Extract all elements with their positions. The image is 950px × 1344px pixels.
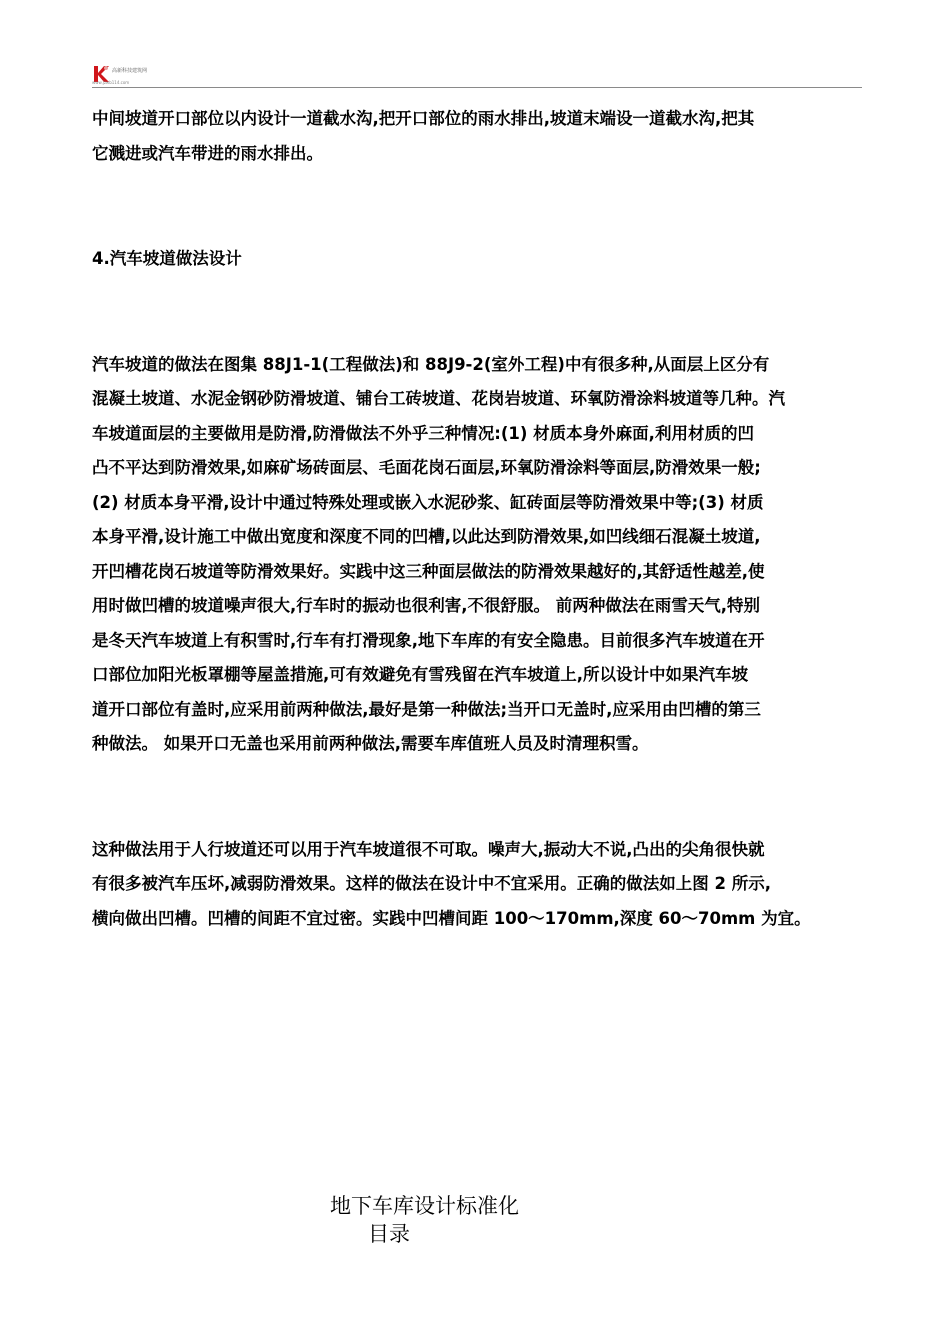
text-line: 口部位加阳光板罩棚等屋盖措施,可有效避免有雪残留在汽车坡道上,所以设计中如果汽车坡: [92, 665, 749, 684]
text-line: 车坡道面层的主要做用是防滑,防滑做法不外乎三种情况:(1) 材质本身外麻面,利用材质的凹: [92, 423, 754, 443]
text-line: 它溅进或汽车带进的雨水排出。: [92, 143, 323, 163]
logo-name: 高新科技建筑网: [112, 68, 148, 74]
header-rule: [92, 87, 862, 88]
text-line: 横向做出凹槽。凹槽的间距不宜过密。实践中凹槽间距 100～170mm,深度 60～70mm 为宜。: [92, 908, 811, 928]
text-line: 凸不平达到防滑效果,如麻矿场砖面层、毛面花岗石面层,环氧防滑涂料等面层,防滑效果一般;: [92, 458, 761, 477]
text-line: 开凹槽花岗石坡道等防滑效果好。实践中这三种面层做法的防滑效果越好的,其舒适性越差,使: [92, 561, 765, 581]
text-line: 本身平滑,设计施工中做出宽度和深度不同的凹槽,以此达到防滑效果,如凹线细石混凝土坡道,: [92, 527, 761, 546]
text-line: 混凝土坡道、水泥金钢砂防滑坡道、铺台工砖坡道、花岗岩坡道、环氧防滑涂料坡道等几种。汽: [92, 389, 785, 408]
paragraph-1: [92, 102, 862, 171]
text-line: 道开口部位有盖时,应采用前两种做法,最好是第一种做法;当开口无盖时,应采用由凹槽的第三: [92, 699, 761, 719]
text-line: 有很多被汽车压坏,减弱防滑效果。这样的做法在设计中不宜采用。正确的做法如上图 2 所示,: [92, 874, 772, 893]
table-of-contents-title: 目录: [368, 1222, 410, 1246]
text-line: 中间坡道开口部位以内设计一道截水沟,把开口部位的雨水排出,坡道末端设一道截水沟,把其: [92, 109, 755, 128]
page-header: [92, 62, 862, 88]
paragraph-3: [92, 833, 862, 937]
text-line: 用时做凹槽的坡道噪声很大,行车时的振动也很利害,不很舒服。 前两种做法在雨雪天气,特别: [92, 596, 761, 615]
logo-site: www.jzwb114.com: [92, 80, 130, 85]
document-body: [92, 102, 862, 936]
text-line: 汽车坡道的做法在图集 88J1-1(工程做法)和 88J9-2(室外工程)中有很多种,从面层上区分有: [92, 354, 770, 374]
paragraph-2: [92, 348, 862, 762]
document-title: 地下车库设计标准化: [330, 1194, 519, 1218]
text-line: (2) 材质本身平滑,设计中通过特殊处理或嵌入水泥砂浆、缸砖面层等防滑效果中等;(3) 材质: [92, 492, 764, 512]
text-line: 这种做法用于人行坡道还可以用于汽车坡道很不可取。噪声大,振动大不说,凸出的尖角很快就: [92, 839, 765, 859]
text-line: 种做法。 如果开口无盖也采用前两种做法,需要车库值班人员及时清理积雪。: [92, 734, 649, 753]
text-line: 是冬天汽车坡道上有积雪时,行车有打滑现象,地下车库的有安全隐患。目前很多汽车坡道在开: [92, 630, 765, 650]
site-logo: [92, 64, 182, 86]
section-heading: 4.汽车坡道做法设计: [92, 249, 242, 268]
